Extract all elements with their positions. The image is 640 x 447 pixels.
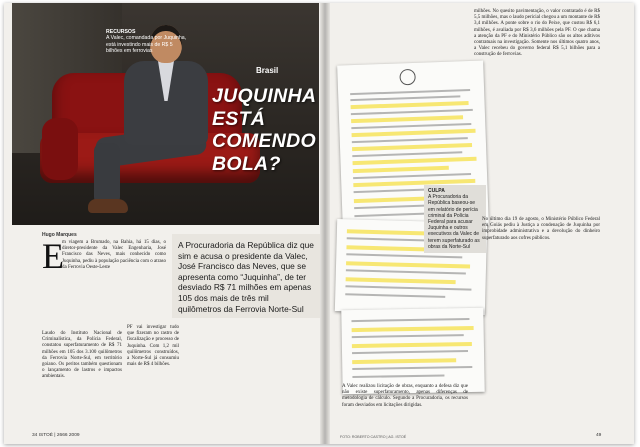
drop-cap: E bbox=[42, 236, 64, 276]
document-caption bbox=[424, 185, 486, 253]
page-folio-left: 34 ISTOÉ | 2666 2009 bbox=[32, 433, 80, 438]
headline-line: COMENDO bbox=[212, 130, 316, 152]
lead-photo bbox=[12, 3, 319, 225]
sofa-arm bbox=[42, 118, 78, 180]
body-column-right: milhões. No quesito pavimentação, o valor contratado é de R$ 5,5 milhões, mas o laudo pericial chegou a um montante de R$ 3,4 milhões. A ponte sobre o rio do Peixe, que custou R$ 6,1 milhões, é avaliada por R$ 3,6 milhões pela PF. O que chama a atenção da PF e do Ministério Público são os altos aditivos contratuais na investigação. Somente nos últimos quatro anos, a Valec recebeu do governo federal R$ 5,1 bilhões para a construção de ferrovias. bbox=[474, 9, 600, 58]
section-label: Brasil bbox=[256, 66, 279, 75]
headline-line: ESTÁ bbox=[212, 107, 266, 130]
man-shoe bbox=[88, 199, 128, 213]
page-folio-right: 49 bbox=[596, 433, 602, 438]
pull-quote-text: A Procuradoria da República diz que sim e acusa o presidente da Valec, José Francisco das Neves, que se apresenta como “Juquinha”, de ter desviado R$ 71 milhões em apenas 105 dos mais de três mil quilômetros da Ferrovia Norte-Sul bbox=[178, 240, 314, 314]
document-sheet bbox=[341, 308, 484, 394]
document-caption-text: A Procuradoria da República baseou-se em relatório de perícia criminal da Polícia Federal para acusar Juquinha e outros executivos da Valec de terem superfaturado as obras da Norte-Sul bbox=[428, 194, 480, 250]
photo-caption bbox=[106, 29, 188, 55]
magazine-spread bbox=[4, 3, 634, 444]
headline bbox=[212, 85, 319, 175]
seal-icon bbox=[399, 69, 416, 86]
byline: Hugo Marques bbox=[42, 232, 77, 238]
headline-line: BOLA? bbox=[212, 152, 281, 175]
body-column-1: Laudo do Instituto Nacional de Criminalística, da Polícia Federal, constatou superfaturamento de R$ 71 milhões em 105 dos 3.100 quilômetros da Ferrovia Norte-Sul, em território goiano. Os peritos também questionam o lançamento de lastros e impactos ambientais. bbox=[42, 331, 122, 380]
body-column-2: PF vai investigar tudo que fizeram no rastro de fiscalização e processo de Juquinha. Com 1,2 mil quilômetros construídos, a Norte-Sul já consumiu mais de R$ 4 bilhões. bbox=[127, 325, 179, 368]
page-gutter bbox=[320, 3, 330, 444]
caption-text: A Valec, comandada por Juquinha, está investindo mais de R$ 5 bilhões em ferrovias bbox=[106, 35, 187, 55]
caption-label: RECURSOS bbox=[106, 29, 136, 35]
pull-quote bbox=[172, 234, 320, 318]
man-shin bbox=[94, 143, 120, 205]
photo-credit: FOTO: ROBERTO CASTRO | AG. ISTOÉ bbox=[340, 435, 407, 439]
body-column-bottom: A Valec realizou licitação de obras, enquanto a defesa diz que não existe superfaturamento, apenas diferenças de metodologia de cálculo. Segundo a Procuradoria, os recursos foram desviados em licitações dirigidas. bbox=[342, 384, 468, 408]
lead-paragraph: m viagem a Brumado, na Bahia, há 15 dias, o diretor-presidente da Valec Engenharia, José Francisco das Neves, mais conhecido como Juquinha, pediu à população paciência com o atraso da Ferrovia Oeste-Leste bbox=[62, 240, 166, 270]
document-caption-label: CULPA bbox=[428, 188, 445, 194]
body-column-right-lower: No último dia 19 de agosto, o Ministério Público Federal em Goiás pediu à Justiça a condenação de Juquinha por improbidade administrativa e a devolução do dinheiro superfaturado aos cofres públicos. bbox=[482, 217, 600, 241]
headline-line: JUQUINHA bbox=[212, 85, 317, 107]
